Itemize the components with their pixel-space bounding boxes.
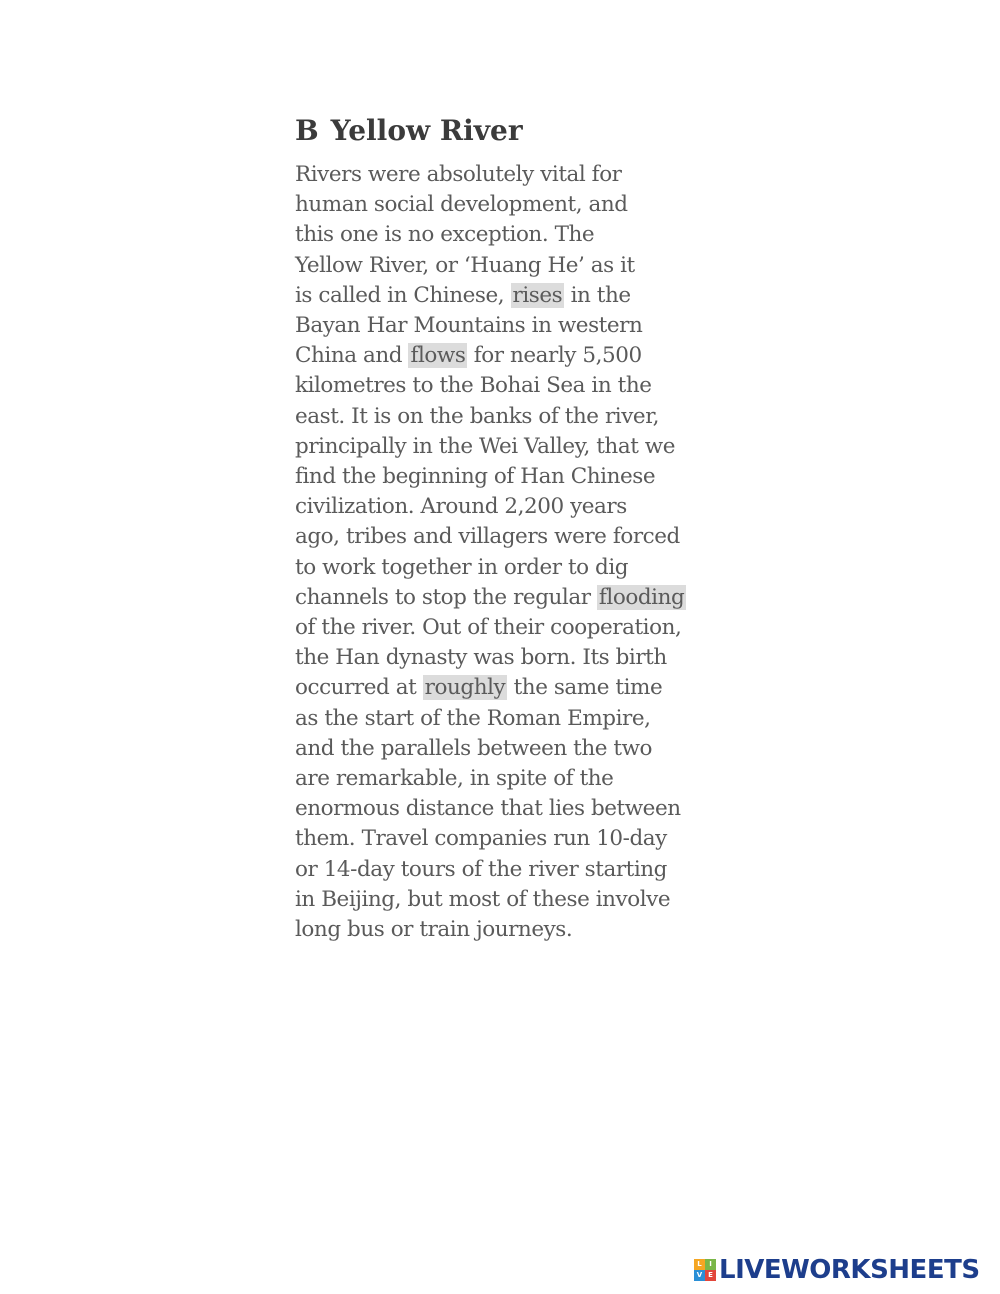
liveworksheets-logo [694, 1256, 980, 1284]
liveworksheets-logo-icon [694, 1259, 716, 1281]
passage-text: this one is no exception. The [295, 222, 595, 248]
passage-line [295, 613, 735, 643]
passage-text: Rivers were absolutely vital for [295, 162, 622, 187]
passage-line [295, 885, 735, 915]
passage-text: of the river. Out of their cooperation, [295, 615, 682, 641]
passage-text: for nearly 5,500 [467, 343, 642, 369]
passage-text: civilization. Around 2,200 years [295, 494, 627, 520]
logo-icon-square: E [705, 1270, 716, 1281]
passage-line [295, 190, 735, 220]
passage-text: in the [564, 282, 631, 308]
logo-icon-square: V [694, 1270, 705, 1281]
logo-icon-square: I [705, 1259, 716, 1270]
passage-line [295, 583, 735, 613]
passage-text: them. Travel companies run 10-day [295, 826, 667, 852]
passage-text: Yellow River, or ‘Huang He’ as it [295, 252, 635, 278]
passage-line [295, 492, 735, 522]
section-letter: B [295, 114, 319, 147]
passage-text: Bayan Har Mountains in western [295, 313, 643, 339]
passage-text: is called in Chinese, [295, 282, 511, 308]
passage-line [295, 643, 735, 673]
logo-icon-square: L [694, 1259, 705, 1270]
passage-text: the Han dynasty was born. Its birth [295, 645, 667, 671]
passage-text: or 14-day tours of the river starting [295, 856, 667, 882]
highlighted-word: rises [512, 282, 563, 308]
passage-text: as the start of the Roman Empire, [295, 705, 651, 731]
section-heading [295, 114, 523, 147]
passage-line [295, 553, 735, 583]
section-title: Yellow River [330, 114, 523, 147]
highlighted-word: roughly [424, 675, 506, 701]
passage-text: China and [295, 343, 409, 369]
passage-text: human social development, and [295, 192, 628, 218]
passage-text: in Beijing, but most of these involve [295, 886, 671, 912]
highlighted-word: flows [410, 343, 466, 369]
passage-line [295, 915, 735, 945]
passage-line [295, 673, 735, 703]
passage-line [295, 704, 735, 734]
passage-line [295, 402, 735, 432]
passage-text: find the beginning of Han Chinese [295, 464, 656, 490]
passage-text: and the parallels between the two [295, 735, 653, 761]
passage-line [295, 432, 735, 462]
passage-line [295, 734, 735, 764]
passage-line [295, 371, 735, 401]
passage-text: are remarkable, in spite of the [295, 766, 614, 792]
passage-text: kilometres to the Bohai Sea in the [295, 373, 652, 399]
passage-line [295, 824, 735, 854]
passage-line [295, 855, 735, 885]
passage-text: east. It is on the banks of the river, [295, 403, 660, 429]
reading-passage [295, 160, 735, 945]
passage-text: the same time [507, 675, 663, 701]
passage-text: occurred at [295, 675, 423, 701]
passage-line [295, 522, 735, 552]
passage-text: principally in the Wei Valley, that we [295, 433, 675, 459]
passage-line [295, 462, 735, 492]
passage-text: ago, tribes and villagers were forced [295, 524, 680, 550]
passage-line [295, 794, 735, 824]
passage-text: enormous distance that lies between [295, 796, 681, 822]
highlighted-word: flooding [598, 584, 685, 610]
passage-line [295, 311, 735, 341]
passage-line [295, 341, 735, 371]
passage-line [295, 281, 735, 311]
passage-line [295, 251, 735, 281]
passage-line [295, 160, 735, 190]
passage-text: long bus or train journeys. [295, 917, 573, 943]
passage-text: to work together in order to dig [295, 554, 629, 580]
passage-line [295, 220, 735, 250]
liveworksheets-logo-text: LIVEWORKSHEETS [719, 1255, 980, 1285]
passage-line [295, 764, 735, 794]
passage-text: channels to stop the regular [295, 584, 597, 610]
